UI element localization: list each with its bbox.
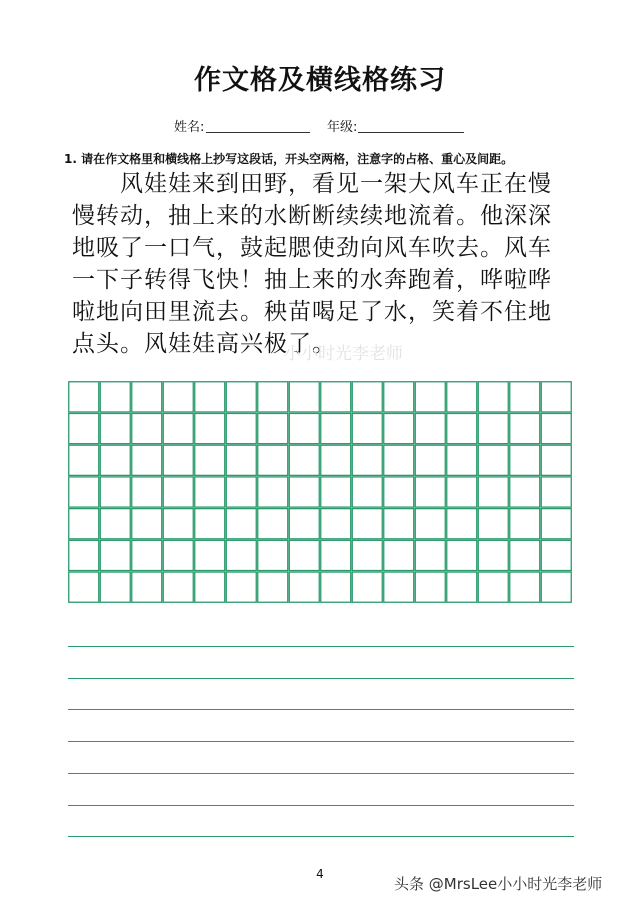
- grid-cell[interactable]: [321, 572, 351, 602]
- grid-cell[interactable]: [226, 413, 256, 443]
- grid-cell[interactable]: [321, 477, 351, 507]
- ruled-line[interactable]: [68, 741, 574, 742]
- name-label: 姓名:: [174, 120, 205, 135]
- grid-cell[interactable]: [415, 413, 445, 443]
- grid-cell[interactable]: [321, 509, 351, 539]
- grade-label: 年级:: [327, 120, 358, 135]
- grid-cell[interactable]: [289, 540, 319, 570]
- grid-cell[interactable]: [510, 382, 540, 412]
- grid-cell[interactable]: [69, 509, 99, 539]
- grid-cell[interactable]: [100, 509, 130, 539]
- grid-cell[interactable]: [289, 572, 319, 602]
- grid-cell[interactable]: [478, 413, 508, 443]
- passage-line: 啦地向田里流去。秧苗喝足了水，笑着不住地: [72, 299, 552, 325]
- watermark: 小小时光李老师: [284, 344, 403, 364]
- grid-cell[interactable]: [384, 445, 414, 475]
- grid-cell[interactable]: [69, 382, 99, 412]
- grid-cell[interactable]: [258, 540, 288, 570]
- grid-cell[interactable]: [195, 540, 225, 570]
- grid-cell[interactable]: [510, 540, 540, 570]
- passage-line: 一下子转得飞快！抽上来的水奔跑着，哗啦哗: [72, 267, 552, 293]
- grid-cell[interactable]: [289, 445, 319, 475]
- grid-cell[interactable]: [510, 509, 540, 539]
- grid-cell[interactable]: [195, 445, 225, 475]
- grid-cell[interactable]: [352, 445, 382, 475]
- grid-cell[interactable]: [226, 540, 256, 570]
- grid-cell[interactable]: [384, 413, 414, 443]
- grid-cell[interactable]: [447, 382, 477, 412]
- grid-cell[interactable]: [69, 572, 99, 602]
- grid-cell[interactable]: [132, 477, 162, 507]
- grid-cell[interactable]: [384, 382, 414, 412]
- instruction-text: 1. 请在作文格里和横线格上抄写这段话，开头空两格，注意字的占格、重心及间距。: [64, 152, 514, 166]
- grid-cell[interactable]: [289, 382, 319, 412]
- grid-cell[interactable]: [258, 382, 288, 412]
- grid-cell[interactable]: [415, 477, 445, 507]
- grid-cell[interactable]: [541, 540, 571, 570]
- grid-cell[interactable]: [100, 477, 130, 507]
- grid-cell[interactable]: [541, 445, 571, 475]
- grid-cell[interactable]: [226, 477, 256, 507]
- grid-cell[interactable]: [69, 445, 99, 475]
- grid-cell[interactable]: [447, 540, 477, 570]
- grid-cell[interactable]: [132, 572, 162, 602]
- grid-cell[interactable]: [541, 382, 571, 412]
- ruled-line[interactable]: [68, 773, 574, 774]
- grid-cell[interactable]: [541, 477, 571, 507]
- grid-cell[interactable]: [163, 509, 193, 539]
- grid-cell[interactable]: [195, 509, 225, 539]
- grid-cell[interactable]: [100, 445, 130, 475]
- grid-cell[interactable]: [258, 572, 288, 602]
- grid-cell[interactable]: [510, 413, 540, 443]
- grid-cell[interactable]: [384, 540, 414, 570]
- grid-cell[interactable]: [132, 540, 162, 570]
- grid-cell[interactable]: [415, 540, 445, 570]
- grid-cell[interactable]: [321, 413, 351, 443]
- source-credit: 头条 @MrsLee小小时光李老师: [394, 875, 603, 893]
- grid-cell[interactable]: [132, 382, 162, 412]
- grid-cell[interactable]: [289, 509, 319, 539]
- writing-grid[interactable]: [68, 381, 572, 603]
- grid-cell[interactable]: [100, 382, 130, 412]
- grid-cell[interactable]: [384, 477, 414, 507]
- grid-cell[interactable]: [258, 477, 288, 507]
- name-blank-line: [206, 132, 310, 133]
- student-info: [0, 114, 640, 138]
- grid-cell[interactable]: [258, 413, 288, 443]
- grid-cell[interactable]: [541, 509, 571, 539]
- grid-cell[interactable]: [478, 445, 508, 475]
- grid-cell[interactable]: [478, 572, 508, 602]
- grid-cell[interactable]: [415, 382, 445, 412]
- grid-cell[interactable]: [510, 445, 540, 475]
- grid-cell[interactable]: [195, 382, 225, 412]
- grid-cell[interactable]: [415, 572, 445, 602]
- grid-cell[interactable]: [447, 477, 477, 507]
- grid-cell[interactable]: [163, 540, 193, 570]
- passage-line: 地吸了一口气，鼓起腮使劲向风车吹去。风车: [72, 235, 552, 261]
- grid-cell[interactable]: [69, 540, 99, 570]
- grid-cell[interactable]: [352, 413, 382, 443]
- grid-cell[interactable]: [100, 540, 130, 570]
- ruled-line[interactable]: [68, 678, 574, 679]
- grid-cell[interactable]: [541, 413, 571, 443]
- grid-cell[interactable]: [69, 413, 99, 443]
- grid-cell[interactable]: [352, 572, 382, 602]
- grid-cell[interactable]: [163, 413, 193, 443]
- grid-cell[interactable]: [226, 382, 256, 412]
- passage-line: 点头。风娃娃高兴极了。: [72, 331, 336, 357]
- grid-cell[interactable]: [163, 572, 193, 602]
- grid-cell[interactable]: [478, 509, 508, 539]
- grid-cell[interactable]: [289, 413, 319, 443]
- passage-line: 风娃娃来到田野，看见一架大风车正在慢: [72, 171, 552, 197]
- grid-cell[interactable]: [352, 540, 382, 570]
- grid-cell[interactable]: [321, 382, 351, 412]
- grid-cell[interactable]: [258, 509, 288, 539]
- worksheet-title: 作文格及横线格练习: [194, 65, 446, 96]
- ruled-lines[interactable]: [68, 646, 574, 846]
- grid-cell[interactable]: [447, 509, 477, 539]
- grid-cell[interactable]: [447, 572, 477, 602]
- grid-cell[interactable]: [541, 572, 571, 602]
- grid-cell[interactable]: [163, 382, 193, 412]
- grid-cell[interactable]: [352, 509, 382, 539]
- grid-cell[interactable]: [258, 445, 288, 475]
- grid-cell[interactable]: [195, 477, 225, 507]
- grid-cell[interactable]: [226, 445, 256, 475]
- grid-cell[interactable]: [415, 509, 445, 539]
- passage-line: 慢转动，抽上来的水断断续续地流着。他深深: [72, 203, 552, 229]
- grid-cell[interactable]: [195, 413, 225, 443]
- grid-cell[interactable]: [352, 477, 382, 507]
- grid-cell[interactable]: [163, 477, 193, 507]
- passage: [72, 168, 572, 360]
- grid-cell[interactable]: [447, 413, 477, 443]
- grid-cell[interactable]: [132, 509, 162, 539]
- page-number: 4: [316, 867, 324, 881]
- grid-cell[interactable]: [100, 413, 130, 443]
- grid-cell[interactable]: [415, 445, 445, 475]
- ruled-line[interactable]: [68, 805, 574, 806]
- ruled-line[interactable]: [68, 709, 574, 710]
- grid-cell[interactable]: [478, 382, 508, 412]
- grid-cell[interactable]: [226, 572, 256, 602]
- grid-cell[interactable]: [289, 477, 319, 507]
- ruled-line[interactable]: [68, 646, 574, 647]
- grid-cell[interactable]: [478, 540, 508, 570]
- grid-cell[interactable]: [384, 509, 414, 539]
- grid-cell[interactable]: [321, 540, 351, 570]
- grid-cell[interactable]: [163, 445, 193, 475]
- grade-blank-line: [358, 132, 464, 133]
- grid-cell[interactable]: [100, 572, 130, 602]
- grid-cell[interactable]: [510, 572, 540, 602]
- grid-cell[interactable]: [226, 509, 256, 539]
- ruled-line[interactable]: [68, 836, 574, 837]
- grid-cell[interactable]: [384, 572, 414, 602]
- grid-cell[interactable]: [69, 477, 99, 507]
- grid-cell[interactable]: [510, 477, 540, 507]
- grid-cell[interactable]: [195, 572, 225, 602]
- grid-cell[interactable]: [352, 382, 382, 412]
- grid-cell[interactable]: [132, 445, 162, 475]
- grid-cell[interactable]: [321, 445, 351, 475]
- grid-cell[interactable]: [132, 413, 162, 443]
- grid-cell[interactable]: [478, 477, 508, 507]
- grid-cell[interactable]: [447, 445, 477, 475]
